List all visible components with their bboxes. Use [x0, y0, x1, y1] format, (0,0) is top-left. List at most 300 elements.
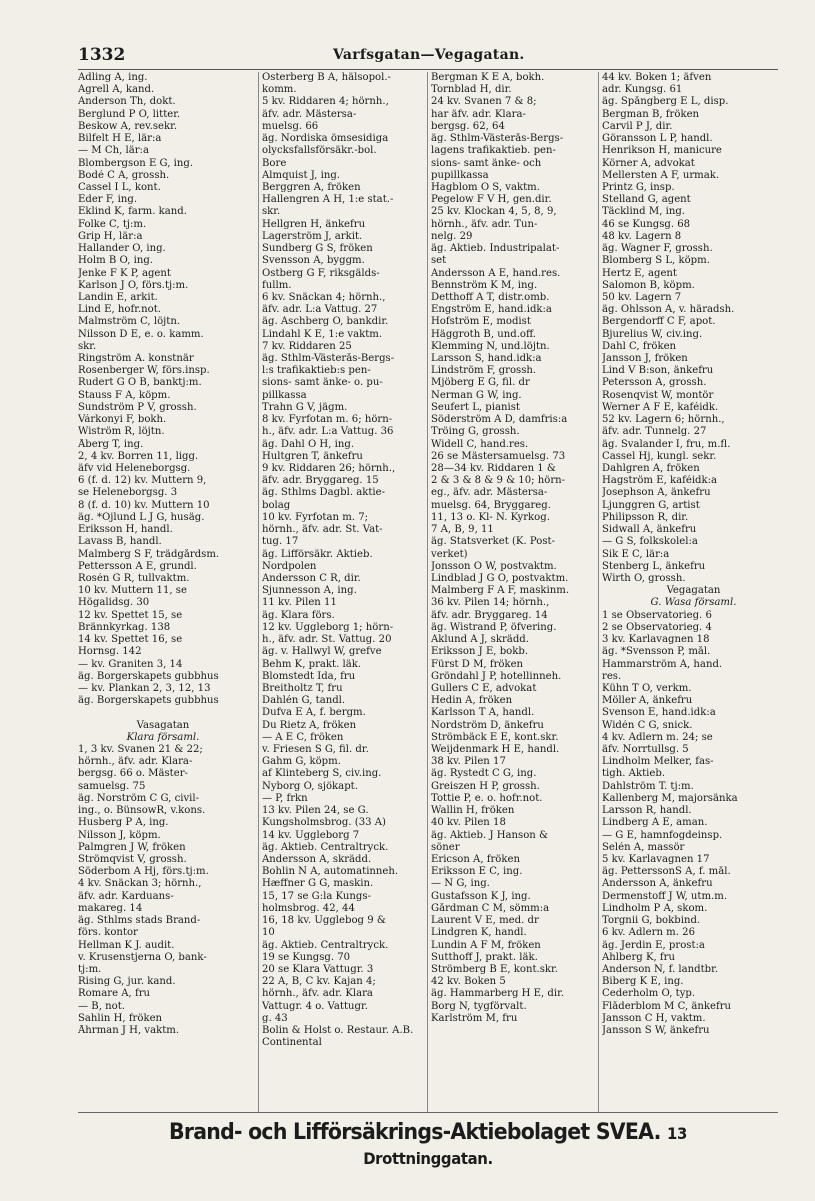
- advert-text: Brand- och Lifförsäkrings-Aktiebolaget SVEA.: [169, 1120, 661, 1145]
- directory-entry: äg. PetterssonS A, f. mål.: [602, 866, 731, 878]
- directory-column-1: [78, 72, 248, 1112]
- directory-entry: 44 kv. Boken 1; äfven: [602, 72, 712, 83]
- directory-entry: äg. Ohlsson A, v. häradsh.: [602, 304, 735, 316]
- directory-entry: Nordpolen: [262, 560, 317, 572]
- directory-entry: Karlström M, fru: [431, 1012, 518, 1024]
- directory-entry: 6 kv. Adlern m. 26: [602, 927, 695, 939]
- directory-entry: bergsg. 62, 64: [431, 120, 505, 132]
- directory-entry: Dufva E A, f. bergm.: [262, 707, 366, 719]
- directory-entry: förs. kontor: [78, 927, 138, 939]
- directory-entry: Kungsholmsbrog. (33 A): [262, 817, 386, 829]
- directory-entry: pillkassa: [262, 389, 307, 401]
- page-header: [78, 45, 778, 67]
- directory-entry: 8 kv. Fyrfotan m. 6; hörn-: [262, 414, 393, 426]
- directory-entry: Gårdman C M, sömm:a: [431, 902, 550, 914]
- directory-entry: pupillkassa: [431, 169, 489, 181]
- directory-entry: Continental: [262, 1037, 322, 1049]
- directory-entry: Salomon B, köpm.: [602, 279, 695, 291]
- directory-entry: — M Ch, lär:a: [78, 145, 149, 157]
- directory-entry: Jonsson O W, postvaktm.: [431, 560, 557, 572]
- directory-entry: 11 kv. Pilen 11: [262, 597, 337, 609]
- directory-entry: l:s trafikaktieb:s pen-: [262, 365, 371, 377]
- directory-entry: Widén C G, snick.: [602, 719, 693, 731]
- directory-entry: äg. Aktieb. J Hanson &: [431, 829, 548, 841]
- directory-entry: bergsg. 66 o. Mäster-: [78, 768, 188, 780]
- directory-entry: Laurent V E, med. dr: [431, 915, 539, 927]
- directory-entry: — G E, hamnfogdeinsp.: [602, 829, 723, 841]
- directory-entry: Göransson L P, handl.: [602, 133, 713, 145]
- directory-entry: Svenson E, hand.idk:a: [602, 707, 716, 719]
- directory-entry: 25 kv. Klockan 4, 5, 8, 9,: [431, 206, 557, 218]
- directory-entry: 12 kv. Uggleborg 1; hörn-: [262, 621, 394, 633]
- directory-entry: Pegelow F V H, gen.dir.: [431, 194, 552, 206]
- directory-entry: söner: [431, 841, 460, 853]
- directory-entry: Eriksson H, handl.: [78, 524, 173, 536]
- directory-column-2: [258, 72, 427, 1112]
- directory-entry: sions- samt änke- och: [431, 157, 542, 169]
- directory-entry: bolag: [262, 499, 291, 511]
- directory-entry: Åberg T, ing.: [78, 438, 144, 450]
- directory-entry: hörnh., äfv. adr. Tun-: [431, 218, 538, 230]
- directory-entry: — A E C, fröken: [262, 731, 344, 743]
- directory-entry: 10 kv. Fyrfotan m. 7;: [262, 511, 369, 523]
- directory-entry: res.: [602, 670, 622, 682]
- directory-entry: g. 43: [262, 1012, 288, 1024]
- directory-entry: 13 kv. Pilen 24, se G.: [262, 805, 369, 817]
- directory-entry: Mjöberg E G, fil. dr: [431, 377, 530, 389]
- directory-entry: Palmgren J W, fröken: [78, 841, 186, 853]
- directory-entry: komm.: [262, 84, 297, 96]
- directory-entry: äg. Jerdin E, prost:a: [602, 939, 705, 951]
- directory-entry: Detthoff A T, distr.omb.: [431, 291, 550, 303]
- directory-entry: äg. Borgerskapets gubbhus: [78, 670, 219, 682]
- directory-entry: skr.: [262, 206, 281, 218]
- directory-entry: äg. Norström C G, civil-: [78, 792, 200, 804]
- directory-entry: Philipsson R, dir.: [602, 511, 689, 523]
- directory-entry: Bohlin N A, automatinneh.: [262, 866, 399, 878]
- directory-entry: Nyborg O, sjökapt.: [262, 780, 358, 792]
- directory-entry: äg. Aktieb. Industripalat-: [431, 243, 560, 255]
- directory-entry: Flåderblom M C, änkefru: [602, 1000, 732, 1012]
- directory-entry: samuelsg. 75: [78, 780, 146, 792]
- directory-entry: Gröndahl J P, hotellinneh.: [431, 670, 562, 682]
- directory-entry: äfv. adr. Tunnelg. 27: [602, 426, 707, 438]
- directory-entry: 5 kv. Karlavagnen 17: [602, 854, 710, 865]
- directory-entry: — B, not.: [78, 1000, 125, 1012]
- directory-entry: 16, 18 kv. Ugglebog 9 &: [262, 915, 386, 927]
- directory-entry: tj:m.: [78, 963, 102, 975]
- directory-entry: Bolin & Holst o. Restaur. A.B.: [262, 1025, 414, 1037]
- directory-entry: Cassel Hj, kungl. sekr.: [602, 450, 717, 462]
- directory-entry: Hammarström A, hand.: [602, 658, 723, 670]
- directory-entry: äg. Sthlms Dagbl. aktie-: [262, 487, 386, 499]
- directory-entry: Lind E, hofr.not.: [78, 304, 161, 316]
- directory-entry: Wallin H, fröken: [431, 805, 515, 817]
- directory-entry: 14 kv. Spettet 16, se: [78, 634, 183, 646]
- directory-entry: verket): [431, 548, 468, 560]
- directory-entry: äg. Rystedt C G, ing.: [431, 768, 537, 780]
- directory-entry: äg. Svalander I, fru, m.fl.: [602, 438, 731, 450]
- directory-entry: Kühn T O, verkm.: [602, 682, 692, 694]
- directory-entry: Körner A, advokat: [602, 157, 695, 169]
- directory-entry: adr. Kungsg. 61: [602, 84, 683, 96]
- directory-entry: Bergendorff C F, apot.: [602, 316, 716, 328]
- directory-entry: äfv. adr. Bryggareg. 14: [431, 609, 548, 621]
- directory-entry: hörnh., äfv. adr. Klara: [262, 988, 373, 1000]
- directory-entry: Brännkyrkag. 138: [78, 621, 171, 633]
- directory-entry: Bergman K E A, bokh.: [431, 72, 545, 83]
- directory-entry: Tottie P, e. o. hofr.not.: [431, 792, 543, 804]
- directory-entry: Tornblad H, dir.: [431, 84, 512, 96]
- directory-entry: 7 A, B, 9, 11: [431, 524, 494, 536]
- directory-entry: — kv. Plankan 2, 3, 12, 13: [78, 682, 211, 694]
- directory-entry: äg. Statsverket (K. Post-: [431, 536, 555, 548]
- directory-entry: 40 kv. Pilen 18: [431, 817, 506, 829]
- directory-entry: Rosén G R, tullvaktm.: [78, 572, 190, 584]
- directory-entry: Högalidsg. 30: [78, 597, 150, 609]
- directory-entry: Stelland G, agent: [602, 194, 691, 206]
- directory-entry: Strömqvist V, grossh.: [78, 854, 187, 865]
- directory-entry: äg. v. Hallwyl W, grefve: [262, 646, 382, 658]
- directory-entry: Åhrman J H, vaktm.: [78, 1025, 180, 1037]
- directory-entry: Landin E, arkit.: [78, 291, 158, 303]
- section-heading: Vasagatan: [136, 719, 190, 731]
- directory-entry: Nilsson J, köpm.: [78, 829, 161, 841]
- directory-entry: 38 kv. Pilen 17: [431, 756, 506, 768]
- directory-entry: — P, frkn: [262, 792, 308, 804]
- directory-entry: 50 kv. Lagern 7: [602, 291, 682, 303]
- directory-entry: Nilsson D E, e. o. kamm.: [78, 328, 204, 340]
- directory-entry: Karlson J O, förs.tj:m.: [78, 279, 189, 291]
- section-heading: G. Wasa församl.: [650, 597, 737, 609]
- directory-entry: äfv. adr. Mästersa-: [262, 108, 357, 120]
- directory-entry: Hagblom O S, vaktm.: [431, 181, 540, 193]
- directory-entry: skr.: [78, 340, 97, 352]
- directory-entry: äg. Dahl O H, ing.: [262, 438, 355, 450]
- directory-entry: Söderbom A Hj, förs.tj:m.: [78, 866, 209, 878]
- directory-entry: Cederholm O, typ.: [602, 988, 696, 1000]
- directory-entry: Eder F, ing.: [78, 194, 138, 206]
- directory-entry: Henrikson H, manicure: [602, 145, 722, 157]
- directory-entry: 2, 4 kv. Borren 11, ligg.: [78, 450, 199, 462]
- directory-entry: holmsbrog. 42, 44: [262, 902, 355, 914]
- directory-entry: Berglund P O, litter.: [78, 108, 181, 120]
- directory-entry: Hertz E, agent: [602, 267, 677, 279]
- directory-entry: Nordström D, änkefru: [431, 719, 544, 731]
- directory-entry: Wiström R, löjtn.: [78, 426, 165, 438]
- directory-entry: äg. Wistrand P, öfvering.: [431, 621, 557, 633]
- directory-entry: Greiszen H P, grossh.: [431, 780, 540, 792]
- directory-entry: Agrell A, kand.: [78, 84, 155, 96]
- directory-entry: Andersson A, skrädd.: [262, 854, 372, 865]
- directory-entry: muelsg. 64, Bryggareg.: [431, 499, 551, 511]
- directory-entry: Klemming N, und.löjtn.: [431, 340, 550, 352]
- directory-entry: äg. Sthlm-Västerås-Bergs-: [262, 353, 395, 365]
- directory-entry: Lind V B:son, änkefru: [602, 365, 714, 377]
- directory-entry: Andersson A E, hand.res.: [431, 267, 561, 279]
- directory-entry: Ringström A. konstnär: [78, 353, 194, 365]
- directory-entry: Mellersten A F, urmak.: [602, 169, 720, 181]
- directory-entry: Anderson N, f. landtbr.: [602, 963, 719, 975]
- directory-entry: Eklind K, farm. kand.: [78, 206, 187, 218]
- directory-entry: 9 kv. Riddaren 26; hörnh.,: [262, 463, 396, 474]
- directory-entry: äg. Nordiska ömsesidiga: [262, 133, 389, 145]
- directory-entry: äg. Aktieb. Centraltryck.: [262, 841, 389, 853]
- footer-rule: [78, 1112, 778, 1113]
- directory-entry: fullm.: [262, 279, 292, 291]
- directory-entry: Rosenqvist W, montör: [602, 389, 714, 401]
- directory-entry: v. Krusenstjerna O, bank-: [78, 951, 207, 963]
- directory-entry: 1, 3 kv. Svanen 21 & 22;: [78, 744, 203, 756]
- directory-entry: 22 A, B, C kv. Kajan 4;: [262, 976, 376, 988]
- directory-entry: äg. Borgerskapets gubbhus: [78, 695, 219, 707]
- directory-entry: hörnh., äfv. adr. St. Vat-: [262, 524, 383, 536]
- directory-entry: Hellgren H, änkefru: [262, 218, 366, 230]
- directory-entry: Svensson A, byggm.: [262, 255, 365, 267]
- directory-column-4: [598, 72, 785, 1112]
- directory-entry: — N G, ing.: [431, 878, 490, 890]
- directory-entry: Lindberg A E, aman.: [602, 817, 708, 829]
- directory-entry: Widell C, hand.res.: [431, 438, 529, 450]
- directory-entry: Hallander O, ing.: [78, 243, 166, 255]
- directory-entry: 19 se Kungsg. 70: [262, 951, 351, 963]
- directory-entry: Sidwall A, änkefru: [602, 524, 697, 536]
- directory-entry: 26 se Mästersamuelsg. 73: [431, 450, 566, 462]
- directory-entry: Hultgren T, änkefru: [262, 450, 363, 462]
- directory-entry: Larsson R, handl.: [602, 805, 692, 817]
- directory-entry: äg. Sthlms stads Brand-: [78, 915, 201, 927]
- directory-entry: Aklund A J, skrädd.: [431, 634, 529, 646]
- directory-entry: 6 (f. d. 12) kv. Muttern 9,: [78, 475, 207, 487]
- directory-entry: Jansson S W, änkefru: [602, 1025, 710, 1037]
- directory-entry: v. Friesen S G, fil. dr.: [262, 744, 369, 756]
- directory-entry: 46 se Kungsg. 68: [602, 218, 691, 230]
- running-title: Varfsgatan—Vegagatan.: [333, 47, 525, 63]
- directory-entry: Stenberg L, änkefru: [602, 560, 706, 572]
- directory-entry: Strömbäck E E, kont.skr.: [431, 731, 559, 743]
- directory-entry: Almquist J, ing.: [262, 169, 340, 181]
- directory-entry: Rising G, jur. kand.: [78, 976, 176, 988]
- directory-entry: Jansson C H, vaktm.: [602, 1012, 706, 1024]
- directory-entry: tigh. Aktieb.: [602, 768, 665, 780]
- directory-entry: Malmström C, löjtn.: [78, 316, 181, 328]
- page-number: 1332: [78, 45, 126, 65]
- directory-entry: Lindahl K E, 1:e vaktm.: [262, 328, 383, 340]
- directory-entry: äg. Lifförsäkr. Aktieb.: [262, 548, 373, 560]
- directory-entry: har äfv. adr. Klara-: [431, 108, 526, 120]
- directory-entry: 2 se Observatorieg. 4: [602, 621, 712, 633]
- directory-entry: makareg. 14: [78, 902, 143, 914]
- directory-entry: Rudert G O B, banktj:m.: [78, 377, 202, 389]
- directory-entry: Sutthoff J, prakt. läk.: [431, 951, 538, 963]
- directory-entry: Andersson A, änkefru: [602, 878, 713, 890]
- directory-entry: Werner A F E, kaféidk.: [602, 401, 719, 413]
- directory-entry: Söderström A D, damfris:a: [431, 414, 568, 426]
- directory-entry: — G S, folkskolel:a: [602, 536, 698, 548]
- directory-entry: Behm K, prakt. läk.: [262, 658, 362, 670]
- directory-entry: h., äfv. adr. L:a Vattug. 36: [262, 426, 394, 438]
- directory-entry: äg. Wagner F, grossh.: [602, 243, 713, 255]
- directory-entry: 48 kv. Lagern 8: [602, 230, 682, 242]
- directory-entry: Printz G, insp.: [602, 181, 675, 193]
- directory-entry: Nerman G W, ing.: [431, 389, 522, 401]
- directory-entry: äg. *Svensson P, mål.: [602, 646, 711, 658]
- directory-entry: Husberg P A, ing.: [78, 817, 169, 829]
- directory-entry: 14 kv. Uggleborg 7: [262, 829, 360, 841]
- directory-entry: hörnh., äfv. adr. Klara-: [78, 756, 193, 768]
- directory-entry: Sundström P V, grossh.: [78, 401, 197, 413]
- directory-entry: Eriksson E C, ing.: [431, 866, 523, 878]
- directory-entry: 52 kv. Lagern 6; hörnh.,: [602, 414, 725, 426]
- directory-entry: Folke C, tj:m.: [78, 218, 147, 230]
- directory-entry: 3 kv. Karlavagnen 18: [602, 634, 710, 646]
- directory-entry: Hagström E, kaféidk:a: [602, 475, 718, 487]
- header-rule: [78, 69, 778, 70]
- directory-entry: Lindblad J G O, postvaktm.: [431, 572, 569, 584]
- section-heading: Klara församl.: [126, 731, 200, 743]
- directory-entry: Sik E C, lär:a: [602, 548, 670, 560]
- directory-entry: Hellman K J. audit.: [78, 939, 175, 951]
- directory-entry: Lindström F, grossh.: [431, 365, 537, 377]
- directory-entry: Häggroth B, und.off.: [431, 328, 537, 340]
- directory-entry: 8 (f. d. 10) kv. Muttern 10: [78, 499, 210, 511]
- directory-entry: 5 kv. Riddaren 4; hörnh.,: [262, 96, 389, 108]
- advert-address: 13 Drottninggatan.: [363, 1124, 687, 1168]
- directory-entry: Du Rietz A, fröken: [262, 719, 357, 731]
- directory-entry: Larsson S, hand.idk:a: [431, 353, 542, 365]
- directory-entry: Dahlström T. tj:m.: [602, 780, 694, 792]
- directory-column-3: [427, 72, 596, 1112]
- directory-entry: Gullers C E, advokat: [431, 682, 537, 694]
- directory-entry: äg. *Öjlund L J G, husäg.: [78, 511, 205, 523]
- directory-entry: Breitholtz T, fru: [262, 682, 343, 694]
- directory-entry: Berggren A, fröken: [262, 181, 361, 193]
- directory-entry: Blomstedt Ida, fru: [262, 670, 356, 682]
- directory-entry: Eriksson J E, bokb.: [431, 646, 529, 658]
- directory-entry: 11, 13 o. Kl- N. Kyrkog.: [431, 511, 550, 523]
- directory-entry: Fürst D M, fröken: [431, 658, 524, 670]
- directory-entry: 4 kv. Adlern m. 24; se: [602, 731, 713, 743]
- directory-entry: Österberg B A, hälsopol.-: [262, 72, 391, 83]
- directory-entry: Blomberg S L, köpm.: [602, 255, 710, 267]
- directory-entry: Hedin A, fröken: [431, 695, 513, 707]
- directory-entry: Kallenberg M, majorsänka: [602, 792, 738, 804]
- advert-banner: [103, 1120, 754, 1168]
- directory-entry: Andersson C R, dir.: [262, 572, 361, 584]
- directory-entry: 24 kv. Svanen 7 & 8;: [431, 96, 537, 108]
- directory-entry: Beskow A, rev.sekr.: [78, 120, 178, 132]
- directory-entry: 1 se Observatorieg. 6: [602, 609, 712, 621]
- directory-entry: äfv. adr. L:a Vattug. 27: [262, 304, 378, 316]
- directory-entry: äfv. Norrtullsg. 5: [602, 744, 689, 756]
- directory-entry: Wirth O, grossh.: [602, 572, 686, 584]
- directory-entry: Karlsson T A, handl.: [431, 707, 535, 719]
- directory-entry: Torgnii G, bokbind.: [602, 915, 701, 927]
- directory-entry: Bilfelt H E, lär:a: [78, 133, 162, 145]
- directory-entry: Bodé C A, grossh.: [78, 169, 170, 181]
- directory-entry: Gahm G, köpm.: [262, 756, 341, 768]
- directory-entry: Petersson A, grossh.: [602, 377, 707, 389]
- directory-entry: Selén A, massör: [602, 841, 685, 853]
- directory-entry: Lundin A F M, fröken: [431, 939, 541, 951]
- directory-entry: Carvil P J, dir.: [602, 120, 673, 132]
- directory-entry: äfv. adr. Bryggareg. 15: [262, 475, 379, 487]
- directory-entry: Hornsg. 142: [78, 646, 142, 658]
- directory-entry: Biberg K E, ing.: [602, 976, 684, 988]
- directory-entry: Vattugr. 4 o. Vattugr.: [262, 1000, 368, 1012]
- directory-entry: h., äfv. adr. St. Vattug. 20: [262, 634, 392, 646]
- directory-entry: Ljunggren G, artist: [602, 499, 700, 511]
- directory-entry: Cassel I L, kont.: [78, 181, 161, 193]
- directory-entry: Josephson A, änkefru: [602, 487, 711, 499]
- directory-entry: 10: [262, 927, 275, 939]
- directory-entry: Pettersson A E, grundl.: [78, 560, 197, 572]
- directory-entry: sions- samt änke- o. pu-: [262, 377, 383, 389]
- directory-entry: Lagerström J, arkit.: [262, 230, 363, 242]
- directory-entry: olycksfallsförsäkr.-bol.: [262, 145, 377, 157]
- directory-entry: ing., o. BünsowR, v.kons.: [78, 805, 206, 817]
- directory-entry: Seufert L, pianist: [431, 401, 520, 413]
- directory-entry: Engström E, hand.idk:a: [431, 304, 552, 316]
- directory-entry: äg. Sthlm-Västerås-Bergs-: [431, 133, 564, 145]
- directory-entry: Lavass B, handl.: [78, 536, 162, 548]
- directory-entry: — kv. Graniten 3, 14: [78, 658, 183, 670]
- directory-entry: eg., äfv. adr. Mästersa-: [431, 487, 548, 499]
- directory-entry: Malmberg F A F, maskinm.: [431, 585, 570, 597]
- directory-entry: Ahlberg K, fru: [602, 951, 675, 963]
- directory-entry: Stauss F A, köpm.: [78, 389, 171, 401]
- directory-entry: af Klinteberg S, civ.ing.: [262, 768, 382, 780]
- directory-entry: Dermenstoff J W, utm.m.: [602, 890, 728, 902]
- directory-entry: äg. Aktieb. Centraltryck.: [262, 939, 389, 951]
- directory-entry: Dahlgren A, fröken: [602, 463, 700, 474]
- directory-entry: Ericson A, fröken: [431, 854, 520, 865]
- directory-entry: äg. Spångberg E L, disp.: [602, 96, 729, 108]
- directory-entry: äg. Aschberg O, bankdir.: [262, 316, 389, 328]
- directory-entry: Bore: [262, 157, 287, 169]
- directory-entry: Tröing G, grossh.: [431, 426, 520, 438]
- directory-entry: äg. Hammarberg H E, dir.: [431, 988, 565, 1000]
- directory-entry: Bennström K M, ing.: [431, 279, 538, 291]
- directory-entry: 12 kv. Spettet 15, se: [78, 609, 183, 621]
- directory-entry: set: [431, 255, 447, 267]
- directory-entry: nelg. 29: [431, 230, 473, 242]
- directory-entry: muelsg. 66: [262, 120, 319, 132]
- directory-entry: Lindgren K, handl.: [431, 927, 527, 939]
- directory-entry: se Heleneborgsg. 3: [78, 487, 178, 499]
- directory-entry: Trahn G V, jägm.: [262, 401, 348, 413]
- directory-entry: Várkonyi F, bokh.: [78, 414, 167, 426]
- directory-entry: Sahlin H, fröken: [78, 1012, 163, 1024]
- directory-entry: Hæffner G G, maskin.: [262, 878, 374, 890]
- directory-entry: Rosenberger W, förs.insp.: [78, 365, 210, 377]
- directory-entry: Gustafsson K J, ing.: [431, 890, 531, 902]
- directory-entry: Bergman B, fröken: [602, 108, 700, 120]
- directory-entry: Romare A, fru: [78, 988, 151, 1000]
- directory-entry: Sjunnesson A, ing.: [262, 585, 357, 597]
- directory-entry: Strömberg B E, kont.skr.: [431, 963, 558, 975]
- directory-entry: Möller A, änkefru: [602, 695, 693, 707]
- directory-entry: Borg N, tygförvalt.: [431, 1000, 527, 1012]
- directory-entry: Grip H, lär:a: [78, 230, 143, 242]
- directory-entry: Dahl C, fröken: [602, 340, 677, 352]
- directory-entry: äg. Klara förs.: [262, 609, 335, 621]
- directory-entry: Weijdenmark H E, handl.: [431, 744, 560, 756]
- directory-entry: 20 se Klara Vattugr. 3: [262, 963, 374, 975]
- directory-entry: Adling A, ing.: [78, 72, 148, 83]
- directory-entry: Lindholm P A, skom.: [602, 902, 708, 914]
- directory-entry: lagens trafikaktieb. pen-: [431, 145, 556, 157]
